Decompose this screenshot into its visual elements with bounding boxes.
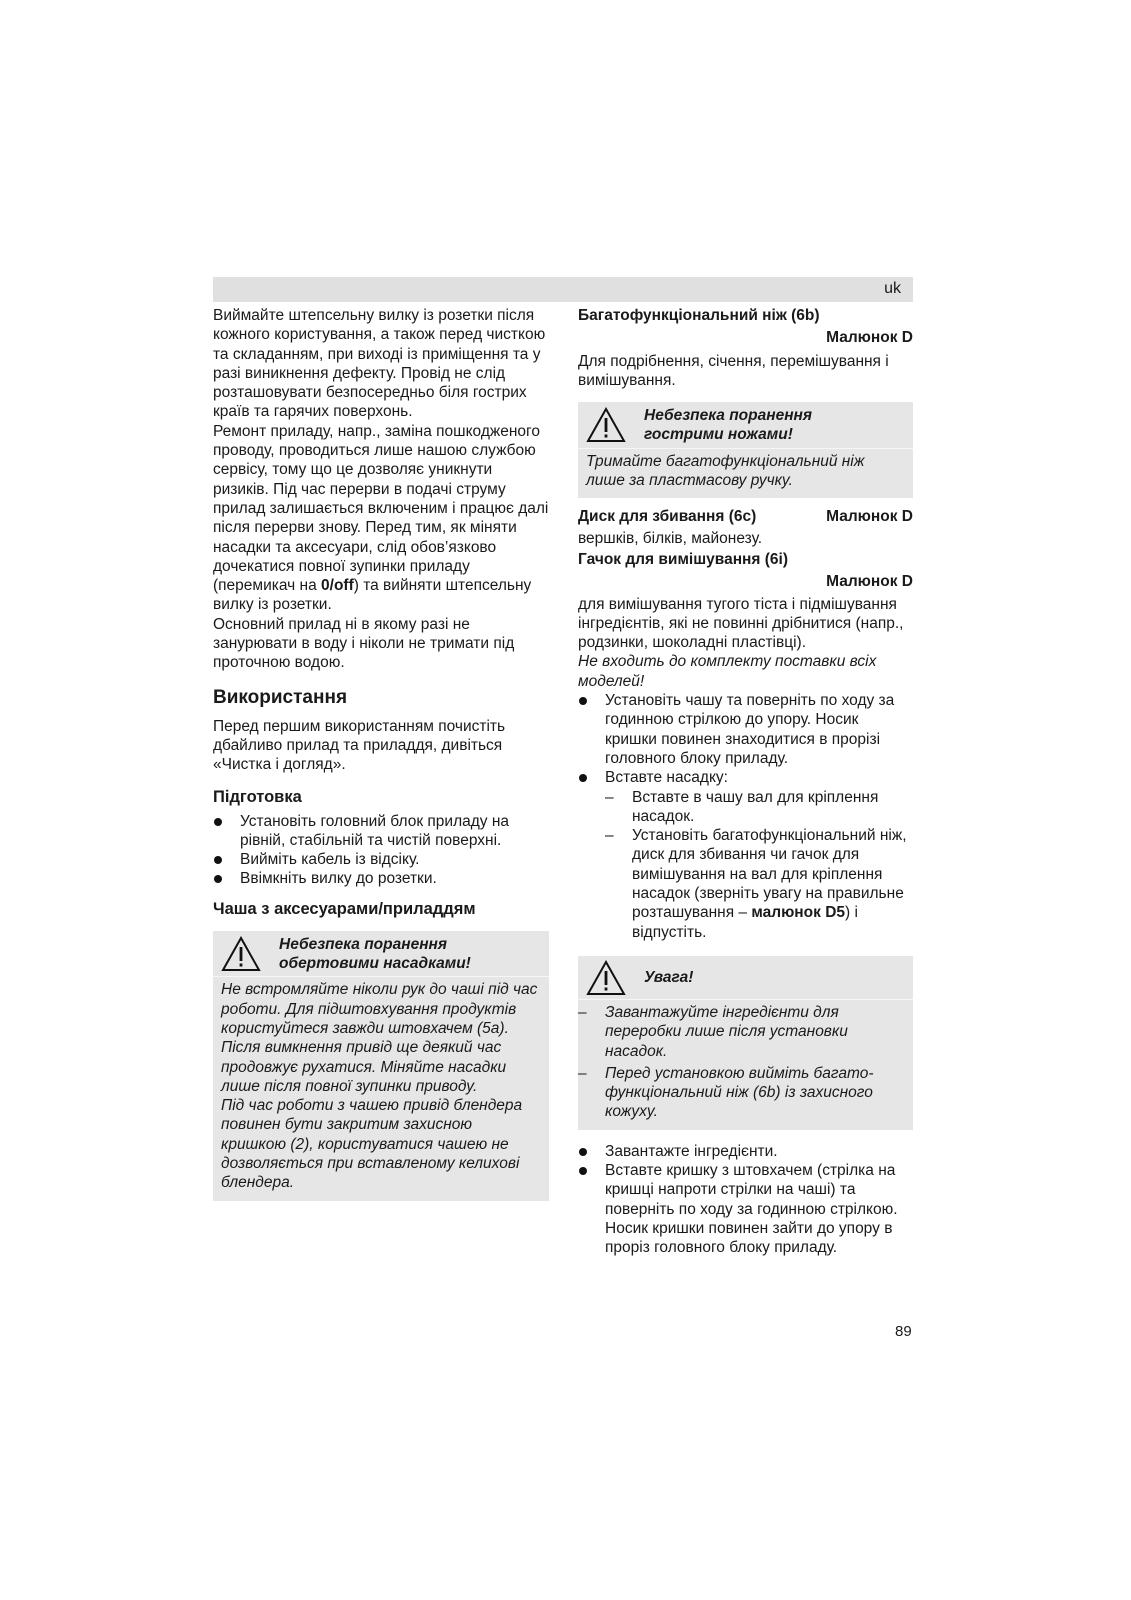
attention-box <box>578 956 913 1130</box>
knife-text: Для подрібнення, січення, перемішування і вимішування. <box>578 352 889 389</box>
steps-list <box>578 691 913 942</box>
list-item: Установіть головний блок приладу на рівній, стабільній та чистій поверхні. <box>213 812 549 851</box>
language-code: uk <box>884 280 901 297</box>
disc-text: вершків, білків, майонезу. <box>578 529 763 547</box>
warning-title: Небезпека поранення гострими ножами! <box>644 407 813 444</box>
warning-box-knives <box>578 402 913 498</box>
list-item: – Завантажуйте інгредієнти для переробки лише після установки насадок. <box>578 1003 905 1061</box>
safety-paragraph-2: Ремонт приладу, напр., заміна пошкодженого проводу, проводиться лише нашою службою сервісу, тому що це дозволяє уникнути ризиків. Під час перерви в подачі струму прилад залишається включеним і працює далі після перерви знову. Перед тим, як міняти насадки та аксесуари, слід обов’язково дочекатися повної зупинки приладу (перемикач на 0/off) та вийняти штепсельну вилку із розетки. <box>213 422 549 614</box>
warning-triangle-icon <box>221 936 261 972</box>
list-item: Вставте насадку: – Вставте в чашу вал для кріплення насадок. – Установіть багатофункціональний ніж, диск для збивання чи гачок для вимішування на вал для кріплення насадок (зверніть увагу на правильне розташування – малюнок D5) і відпустіть. <box>578 768 913 942</box>
list-item: Установіть чашу та поверніть по ходу за годинною стрілкою до упору. Носик кришки повинен знаходитися в прорізі головного блоку приладу. <box>578 691 913 768</box>
disc-heading-row <box>578 507 913 526</box>
list-item: Вставте кришку з штовхачем (стрілка на кришці напроти стрілки на чаші) та поверніть по ходу за годинною стрілкою. Носик кришки повинен зайти до упору в проріз головного блоку приладу. <box>578 1161 913 1257</box>
list-item: Завантажте інгредієнти. <box>578 1142 913 1161</box>
heading-preparation: Підготовка <box>213 787 302 806</box>
list-item: Ввімкніть вилку до розетки. <box>213 869 549 888</box>
header-bar <box>213 277 913 302</box>
sub-item: – Вставте в чашу вал для кріплення насадок. <box>605 788 913 827</box>
disc-title: Диск для збивання (6c) <box>578 508 757 526</box>
warning-text: Не встромляйте ніколи рук до чаші під час роботи. Для підштовхування продуктів користуйтеся завжди штовхачем (5a). Після вимкнення привід ще деякий час продовжує рухатися. Міняйте насадки лише після повної зупинки приводу. <box>221 981 538 1095</box>
attention-list <box>578 1003 905 1122</box>
knife-title: Багатофункціональний ніж (6b) <box>578 307 820 324</box>
knife-figure-ref: Малюнок D <box>826 329 913 347</box>
hook-title: Гачок для вимішування (6i) <box>578 550 789 568</box>
hook-figure-ref: Малюнок D <box>826 573 913 591</box>
warning-triangle-icon <box>586 407 626 443</box>
warning-triangle-icon <box>586 960 626 996</box>
list-item: – Перед установкою вийміть багатофункціональний ніж (6b) із захисного кожуху. <box>578 1064 905 1122</box>
attention-title: Увага! <box>644 969 694 987</box>
final-steps-list <box>578 1142 913 1258</box>
sub-item: – Установіть багатофункціональний ніж, диск для збивання чи гачок для вимішування на вал для кріплення насадок (зверніть увагу на правильне розташування – малюнок D5) і відпустіть. <box>605 826 913 942</box>
heading-use: Використання <box>213 686 348 708</box>
left-column <box>213 306 549 1201</box>
preparation-list <box>213 812 549 889</box>
warning-text: Тримайте багатофункціональний ніж лише за пластмасову ручку. <box>586 452 865 490</box>
sub-list <box>578 788 913 942</box>
page-number: 89 <box>895 1323 912 1340</box>
heading-bowl: Чаша з аксесуарами/приладдям <box>213 899 476 918</box>
warning-title: Небезпека поранення обертовими насадками! <box>279 935 471 973</box>
safety-paragraph-3: Основний прилад ні в якому разі не занурювати в воду і ніколи не тримати під проточною водою. <box>213 615 515 672</box>
disc-figure-ref: Малюнок D <box>826 508 913 526</box>
warning-text: Під час роботи з чашею привід блендера повинен бути закритим захисною кришкою (2), користуватися чашею не дозволяється при вставленому келихові блендера. <box>221 1097 523 1192</box>
safety-paragraph-1: Виймайте штепсельну вилку із розетки після кожного користування, а також перед чисткою та складанням, при виході із приміщення та у разі виникнення дефекту. Провід не слід розташовувати безпосередньо біля гострих країв та гарячих поверхонь. <box>213 307 546 421</box>
list-item: Вийміть кабель із відсіку. <box>213 850 549 869</box>
use-text: Перед першим використанням почистіть дбайливо прилад та приладдя, дивіться «Чистка і догляд». <box>213 717 506 774</box>
right-column <box>578 306 913 1257</box>
hook-text: для вимішування тугого тіста і підмішування інгредієнтів, які не повинні дрібнитися (напр., родзинки, шоколадні пластівці). <box>578 595 904 652</box>
hook-note: Не входить до комплекту поставки всіх моделей! <box>578 653 877 690</box>
warning-box-rotating <box>213 931 549 1201</box>
